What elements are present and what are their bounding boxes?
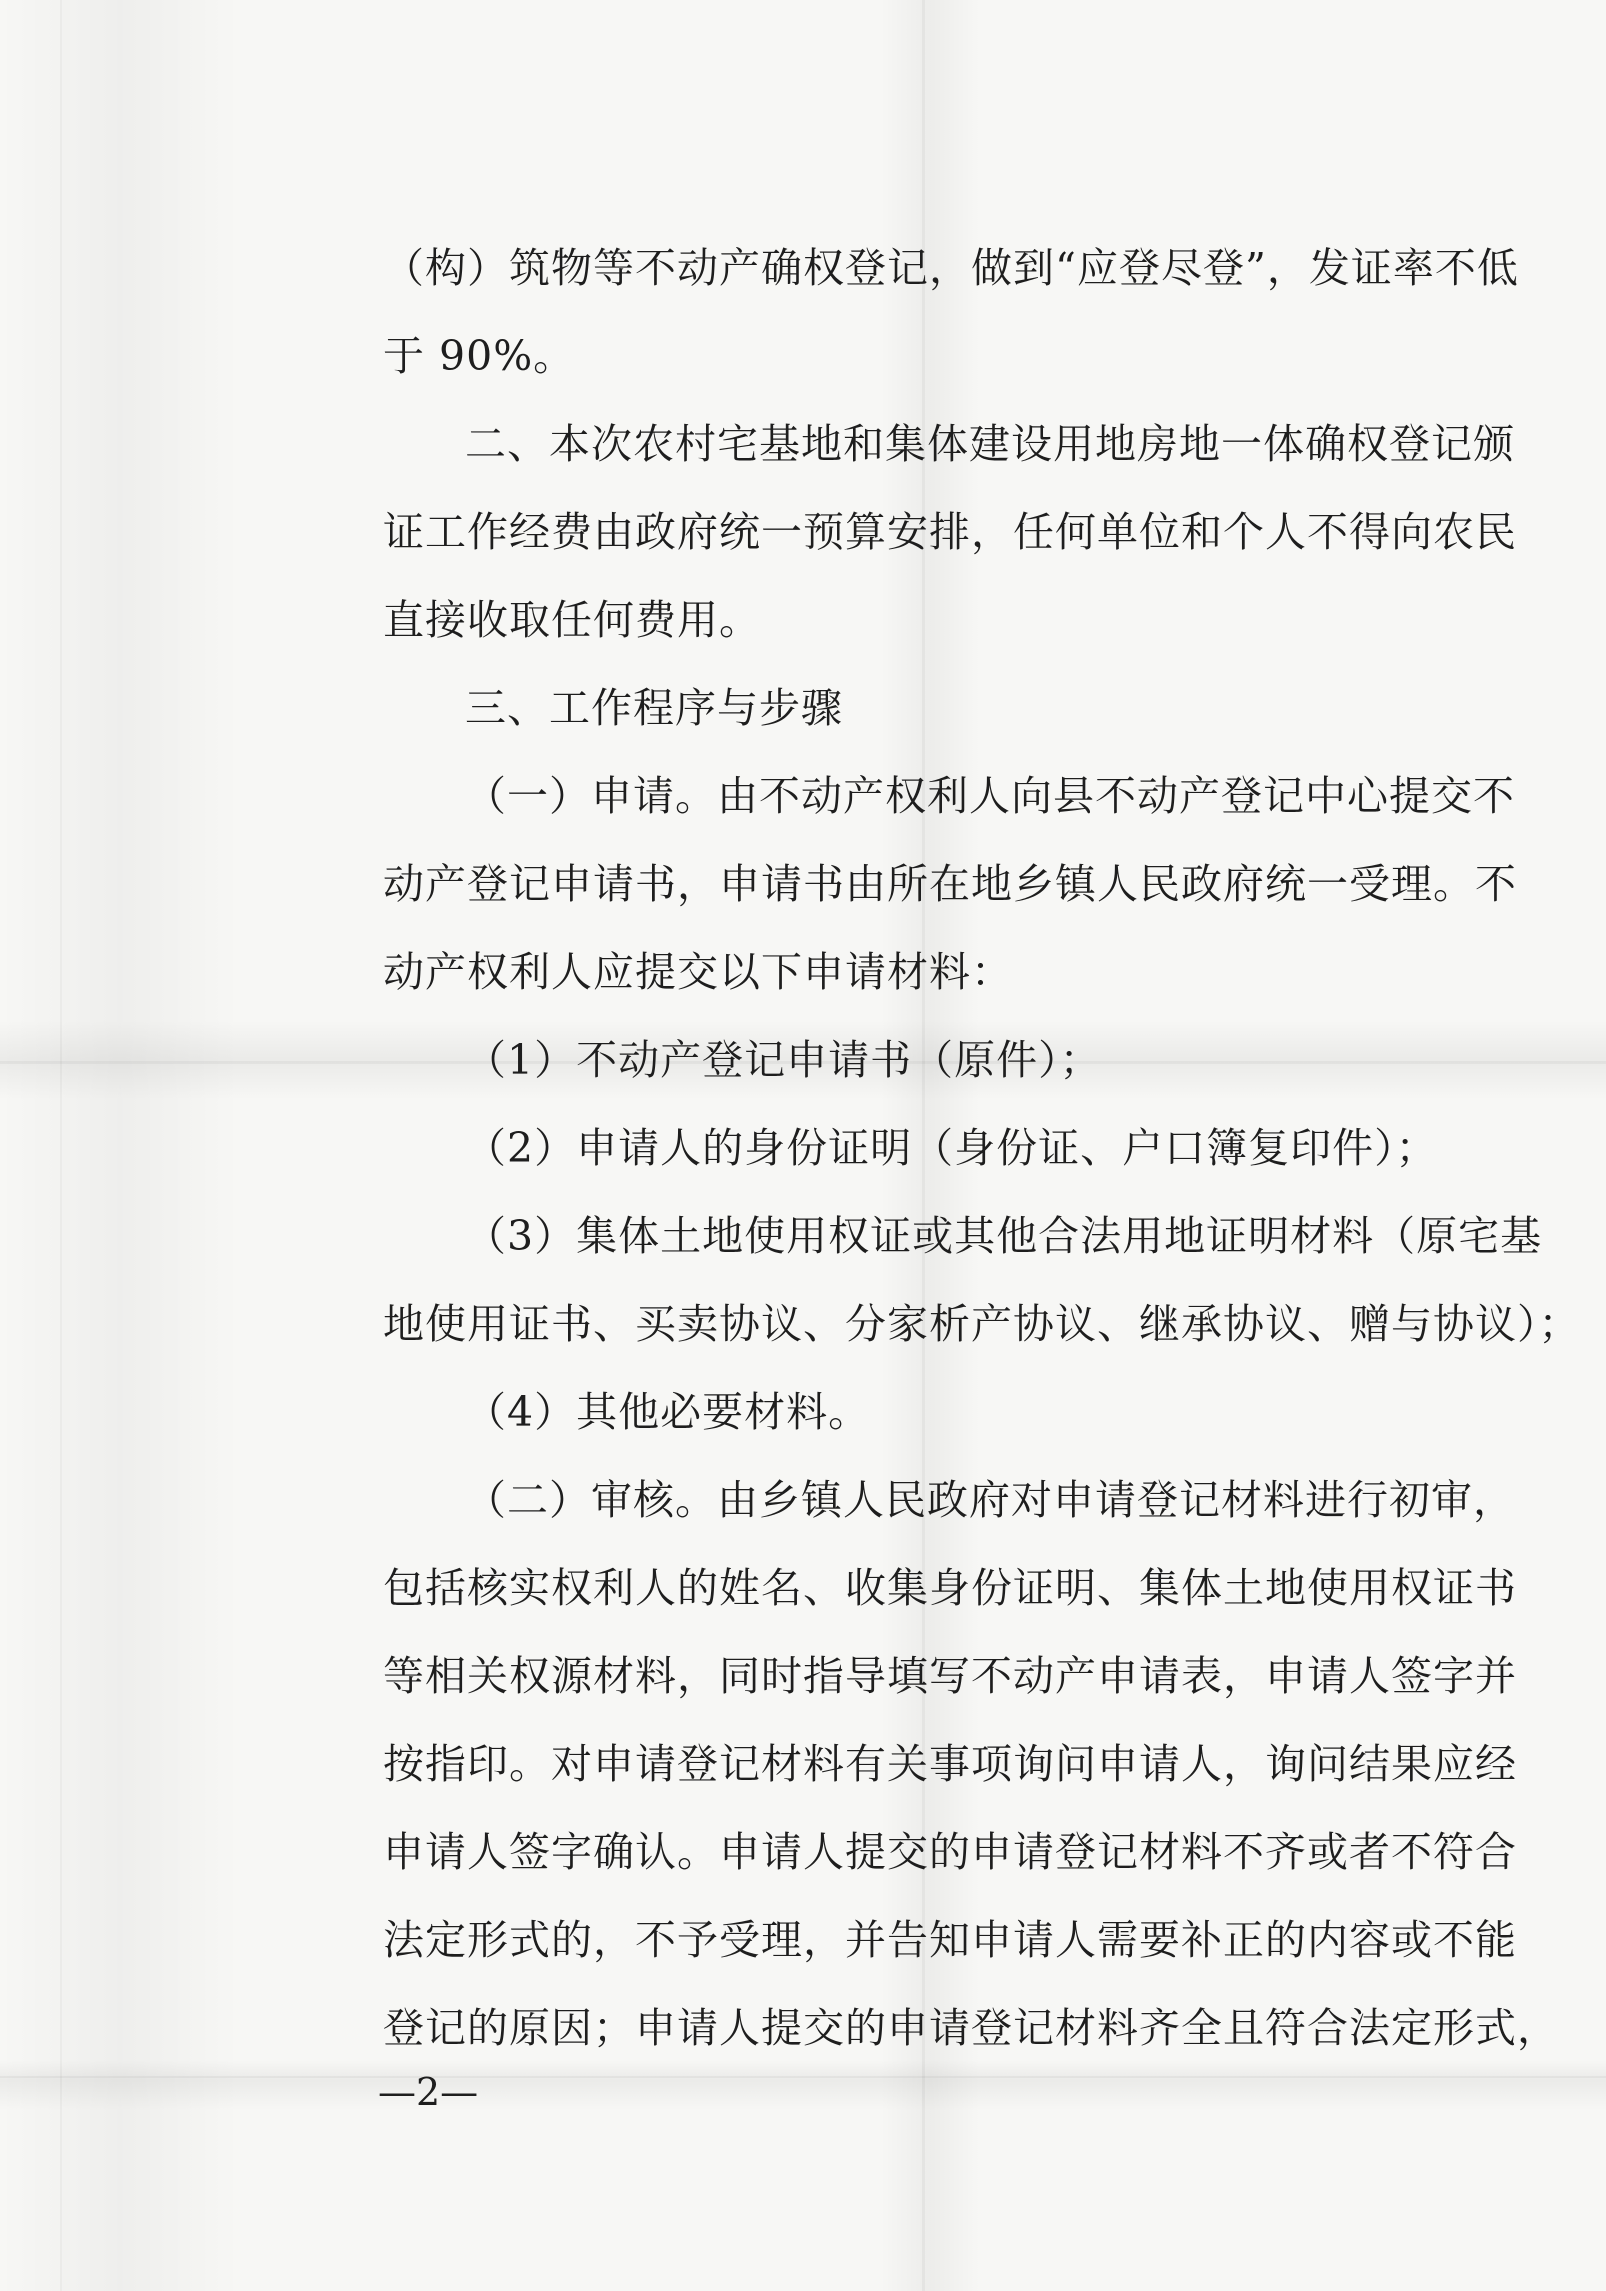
- text-line: 直接收取任何费用。: [383, 596, 761, 644]
- text-line: （一）申请。由不动产权利人向县不动产登记中心提交不: [465, 772, 1515, 820]
- text-line: 包括核实权利人的姓名、收集身份证明、集体土地使用权证书: [383, 1564, 1517, 1612]
- text-line: 法定形式的，不予受理，并告知申请人需要补正的内容或不能: [383, 1916, 1517, 1964]
- text-line: 登记的原因；申请人提交的申请登记材料齐全且符合法定形式，: [383, 2004, 1559, 2052]
- text-line: 按指印。对申请登记材料有关事项询问申请人，询问结果应经: [383, 1740, 1517, 1788]
- text-line: （二）审核。由乡镇人民政府对申请登记材料进行初审，: [465, 1476, 1515, 1524]
- fold-crease: [0, 2076, 1606, 2078]
- text-line: 等相关权源材料，同时指导填写不动产申请表，申请人签字并: [383, 1652, 1517, 1700]
- page-number: —2—: [378, 2070, 479, 2114]
- text-line: 证工作经费由政府统一预算安排，任何单位和个人不得向农民: [383, 508, 1517, 556]
- text-line: 动产登记申请书，申请书由所在地乡镇人民政府统一受理。不: [383, 860, 1517, 908]
- list-item: （1）不动产登记申请书（原件）；: [465, 1036, 1102, 1084]
- text-line: 申请人签字确认。申请人提交的申请登记材料不齐或者不符合: [383, 1828, 1517, 1876]
- document-body: [383, 224, 1581, 2072]
- text-line: 于 90%。: [383, 332, 576, 380]
- section-heading: 三、工作程序与步骤: [465, 684, 843, 732]
- text-line: （构）筑物等不动产确权登记，做到“应登尽登”，发证率不低: [383, 244, 1519, 292]
- fold-crease: [60, 0, 62, 2291]
- list-item: （3）集体土地使用权证或其他合法用地证明材料（原宅基: [465, 1212, 1543, 1260]
- list-item: （2）申请人的身份证明（身份证、户口簿复印件）；: [465, 1124, 1438, 1172]
- list-item: （4）其他必要材料。: [465, 1388, 871, 1436]
- text-line: 动产权利人应提交以下申请材料：: [383, 948, 1013, 996]
- section-heading: 二、本次农村宅基地和集体建设用地房地一体确权登记颁: [465, 420, 1515, 468]
- text-line: 地使用证书、买卖协议、分家析产协议、继承协议、赠与协议）；: [383, 1300, 1581, 1348]
